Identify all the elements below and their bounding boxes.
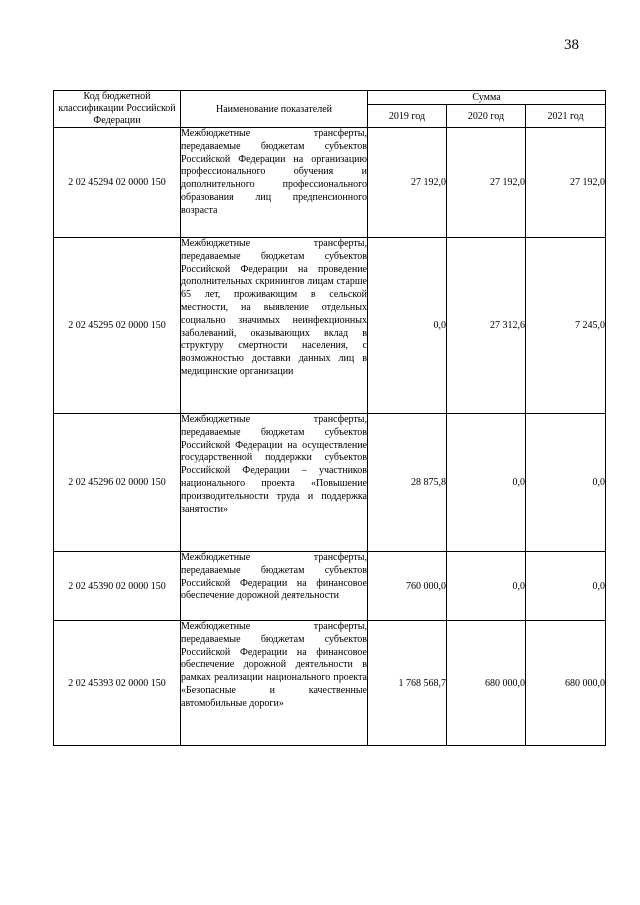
header-year-2019: 2019 год: [368, 105, 447, 128]
row-value-2021: 680 000,0: [526, 621, 606, 746]
row-code: 2 02 45294 02 0000 150: [54, 128, 181, 238]
row-value-2020: 27 192,0: [447, 128, 526, 238]
row-code: 2 02 45390 02 0000 150: [54, 552, 181, 621]
header-name: Наименование показателей: [181, 91, 368, 128]
row-name: Межбюджетные трансферты, передаваемые бюджетам субъектов Российской Федерации на организацию профессионального обучения и дополнительного профессионального образования лиц предпенсионного возраста: [181, 128, 368, 238]
row-name: Межбюджетные трансферты, передаваемые бюджетам субъектов Российской Федерации на проведение дополнительных скринингов лицам старше 65 лет, проживающим в сельской местности, на выявление отдельных социально значимых неинфекционных заболеваний, оказывающих вклад в структуру смертности населения, с возможностью доставки данных лиц в медицинские организации: [181, 238, 368, 414]
table-row: [54, 414, 606, 552]
row-value-2019: 0,0: [368, 238, 447, 414]
row-name: Межбюджетные трансферты, передаваемые бюджетам субъектов Российской Федерации на финансовое обеспечение дорожной деятельности в рамках реализации национального проекта «Безопасные и качественные автомобильные дороги»: [181, 621, 368, 746]
row-value-2019: 760 000,0: [368, 552, 447, 621]
page-number: 38: [564, 37, 579, 53]
header-year-2021: 2021 год: [526, 105, 606, 128]
row-value-2020: 680 000,0: [447, 621, 526, 746]
row-code: 2 02 45393 02 0000 150: [54, 621, 181, 746]
row-value-2021: 7 245,0: [526, 238, 606, 414]
row-value-2021: 0,0: [526, 552, 606, 621]
row-value-2020: 27 312,6: [447, 238, 526, 414]
row-value-2019: 28 875,8: [368, 414, 447, 552]
table-row: [54, 238, 606, 414]
header-sum: Сумма: [368, 91, 606, 105]
row-value-2020: 0,0: [447, 414, 526, 552]
budget-table: [53, 90, 606, 746]
row-value-2020: 0,0: [447, 552, 526, 621]
table-row: [54, 552, 606, 621]
row-value-2019: 1 768 568,7: [368, 621, 447, 746]
row-name: Межбюджетные трансферты, передаваемые бюджетам субъектов Российской Федерации на финансовое обеспечение дорожной деятельности: [181, 552, 368, 621]
row-value-2021: 0,0: [526, 414, 606, 552]
table-row: [54, 621, 606, 746]
row-code: 2 02 45295 02 0000 150: [54, 238, 181, 414]
header-code: Код бюджетной классификации Российской Федерации: [54, 91, 181, 128]
header-year-2020: 2020 год: [447, 105, 526, 128]
row-name: Межбюджетные трансферты, передаваемые бюджетам субъектов Российской Федерации на осуществление государственной поддержки субъектов Российской Федерации – участников национального проекта «Повышение производительности труда и поддержка занятости»: [181, 414, 368, 552]
row-value-2019: 27 192,0: [368, 128, 447, 238]
row-value-2021: 27 192,0: [526, 128, 606, 238]
table-row: [54, 128, 606, 238]
row-code: 2 02 45296 02 0000 150: [54, 414, 181, 552]
